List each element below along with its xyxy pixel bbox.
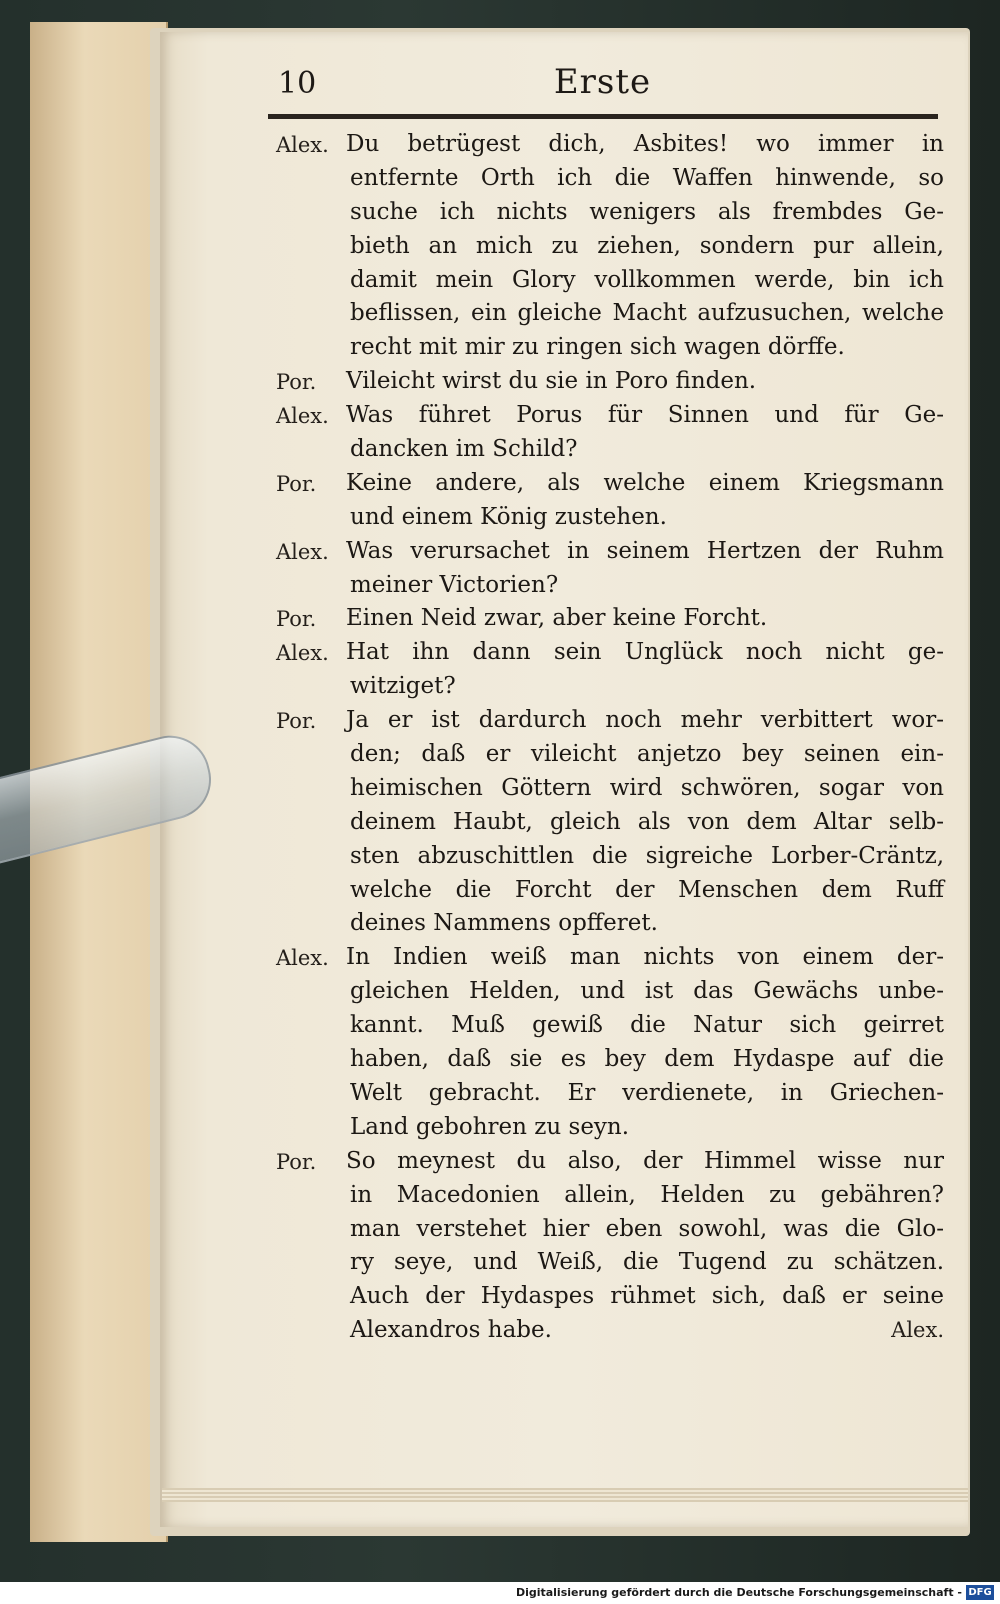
- speech-block: [276, 467, 944, 535]
- speaker-label: Por.: [276, 471, 317, 496]
- speaker-label: Alex.: [276, 539, 329, 564]
- footer-credit: Digitalisierung gefördert durch die Deutsche Forschungsgemeinschaft -: [515, 1586, 962, 1599]
- text-line: Land gebohren zu seyn.: [350, 1113, 630, 1140]
- text-line: Keine andere, als welche einem Kriegsmann: [346, 469, 944, 496]
- speaker-label: Por.: [276, 709, 317, 734]
- speech-block: [276, 1145, 944, 1348]
- speech-block: [276, 365, 944, 399]
- speaker-label: Alex.: [276, 404, 329, 429]
- text-line: Alexandros habe. Alex.: [276, 1314, 944, 1348]
- text-line: haben, daß sie es bey dem Hydaspe auf die: [350, 1046, 944, 1073]
- text-line: In Indien weiß man nichts von einem der-: [346, 944, 944, 971]
- text-line: recht mit mir zu ringen sich wagen dörffe.: [350, 334, 845, 361]
- speech-block: [276, 636, 944, 704]
- speaker-label: Alex.: [276, 946, 329, 971]
- text-line: deines Nammens opfferet.: [350, 910, 658, 937]
- speech-block: [276, 399, 944, 467]
- text-line: beflissen, ein gleiche Macht aufzusuchen, welche: [350, 300, 944, 327]
- catchword: Alex.: [891, 1318, 944, 1343]
- text-line: und einem König zustehen.: [350, 503, 667, 530]
- speech-block: [276, 128, 944, 365]
- speech-block: [276, 941, 944, 1144]
- text-line: Was führet Porus für Sinnen und für Ge-: [346, 402, 944, 429]
- header-rule: [268, 114, 938, 119]
- text-line: Was verursachet in seinem Hertzen der Ruhm: [346, 537, 944, 564]
- text-line: Vileicht wirst du sie in Poro finden.: [346, 368, 757, 395]
- text-line: sten abzuschittlen die sigreiche Lorber-Cräntz,: [350, 842, 944, 869]
- speaker-label: Por.: [276, 1149, 317, 1174]
- text-line: Du betrügest dich, Asbites! wo immer in: [346, 131, 944, 157]
- text-line: meiner Victorien?: [350, 571, 559, 598]
- text-line: damit mein Glory vollkommen werde, bin ich: [350, 266, 944, 293]
- text-line: Hat ihn dann sein Unglück noch nicht ge-: [346, 639, 944, 666]
- text-body: [276, 128, 944, 1348]
- running-title: Erste: [553, 62, 652, 102]
- speech-block: [276, 535, 944, 603]
- dfg-logo: DFG: [966, 1585, 994, 1600]
- text-line: gleichen Helden, und ist das Gewächs unbe-: [350, 978, 944, 1005]
- speaker-label: Por.: [276, 370, 317, 395]
- text-line: So meynest du also, der Himmel wisse nur: [346, 1147, 944, 1174]
- text-line: man verstehet hier eben sowohl, was die Glo-: [350, 1215, 944, 1242]
- page-header: [270, 60, 935, 110]
- text-line: Welt gebracht. Er verdienete, in Griechen-: [350, 1079, 944, 1106]
- speech-block: [276, 704, 944, 941]
- speaker-label: Alex.: [276, 133, 329, 157]
- text-line: Einen Neid zwar, aber keine Forcht.: [346, 605, 768, 632]
- text-line: suche ich nichts wenigers als frembdes Ge-: [350, 198, 944, 225]
- text-line: bieth an mich zu ziehen, sondern pur allein,: [350, 232, 944, 259]
- speaker-label: Por.: [276, 607, 317, 632]
- text-line: witziget?: [350, 673, 456, 700]
- text-line: dancken im Schild?: [350, 436, 578, 463]
- text-line: kannt. Muß gewiß die Natur sich geirret: [350, 1012, 944, 1039]
- text-line: Auch der Hydaspes rühmet sich, daß er seine: [350, 1283, 944, 1310]
- text-line: Ja er ist dardurch noch mehr verbittert wor-: [346, 707, 944, 734]
- text-line: deinem Haubt, gleich als von dem Altar selb-: [350, 808, 944, 835]
- text-line: heimischen Göttern wird schwören, sogar von: [350, 774, 944, 801]
- footer-bar: [0, 1582, 1000, 1604]
- text-line: ry seye, und Weiß, die Tugend zu schätzen.: [350, 1249, 944, 1276]
- text-line: den; daß er vileicht anjetzo bey seinen ein-: [350, 741, 944, 768]
- speech-block: [276, 602, 944, 636]
- text-line: entfernte Orth ich die Waffen hinwende, so: [350, 164, 944, 191]
- text-line: welche die Forcht der Menschen dem Ruff: [350, 876, 944, 903]
- page-edges: [162, 1488, 968, 1502]
- speaker-label: Alex.: [276, 641, 329, 666]
- page-number: 10: [278, 66, 317, 101]
- text-line: in Macedonien allein, Helden zu gebähren?: [350, 1181, 944, 1208]
